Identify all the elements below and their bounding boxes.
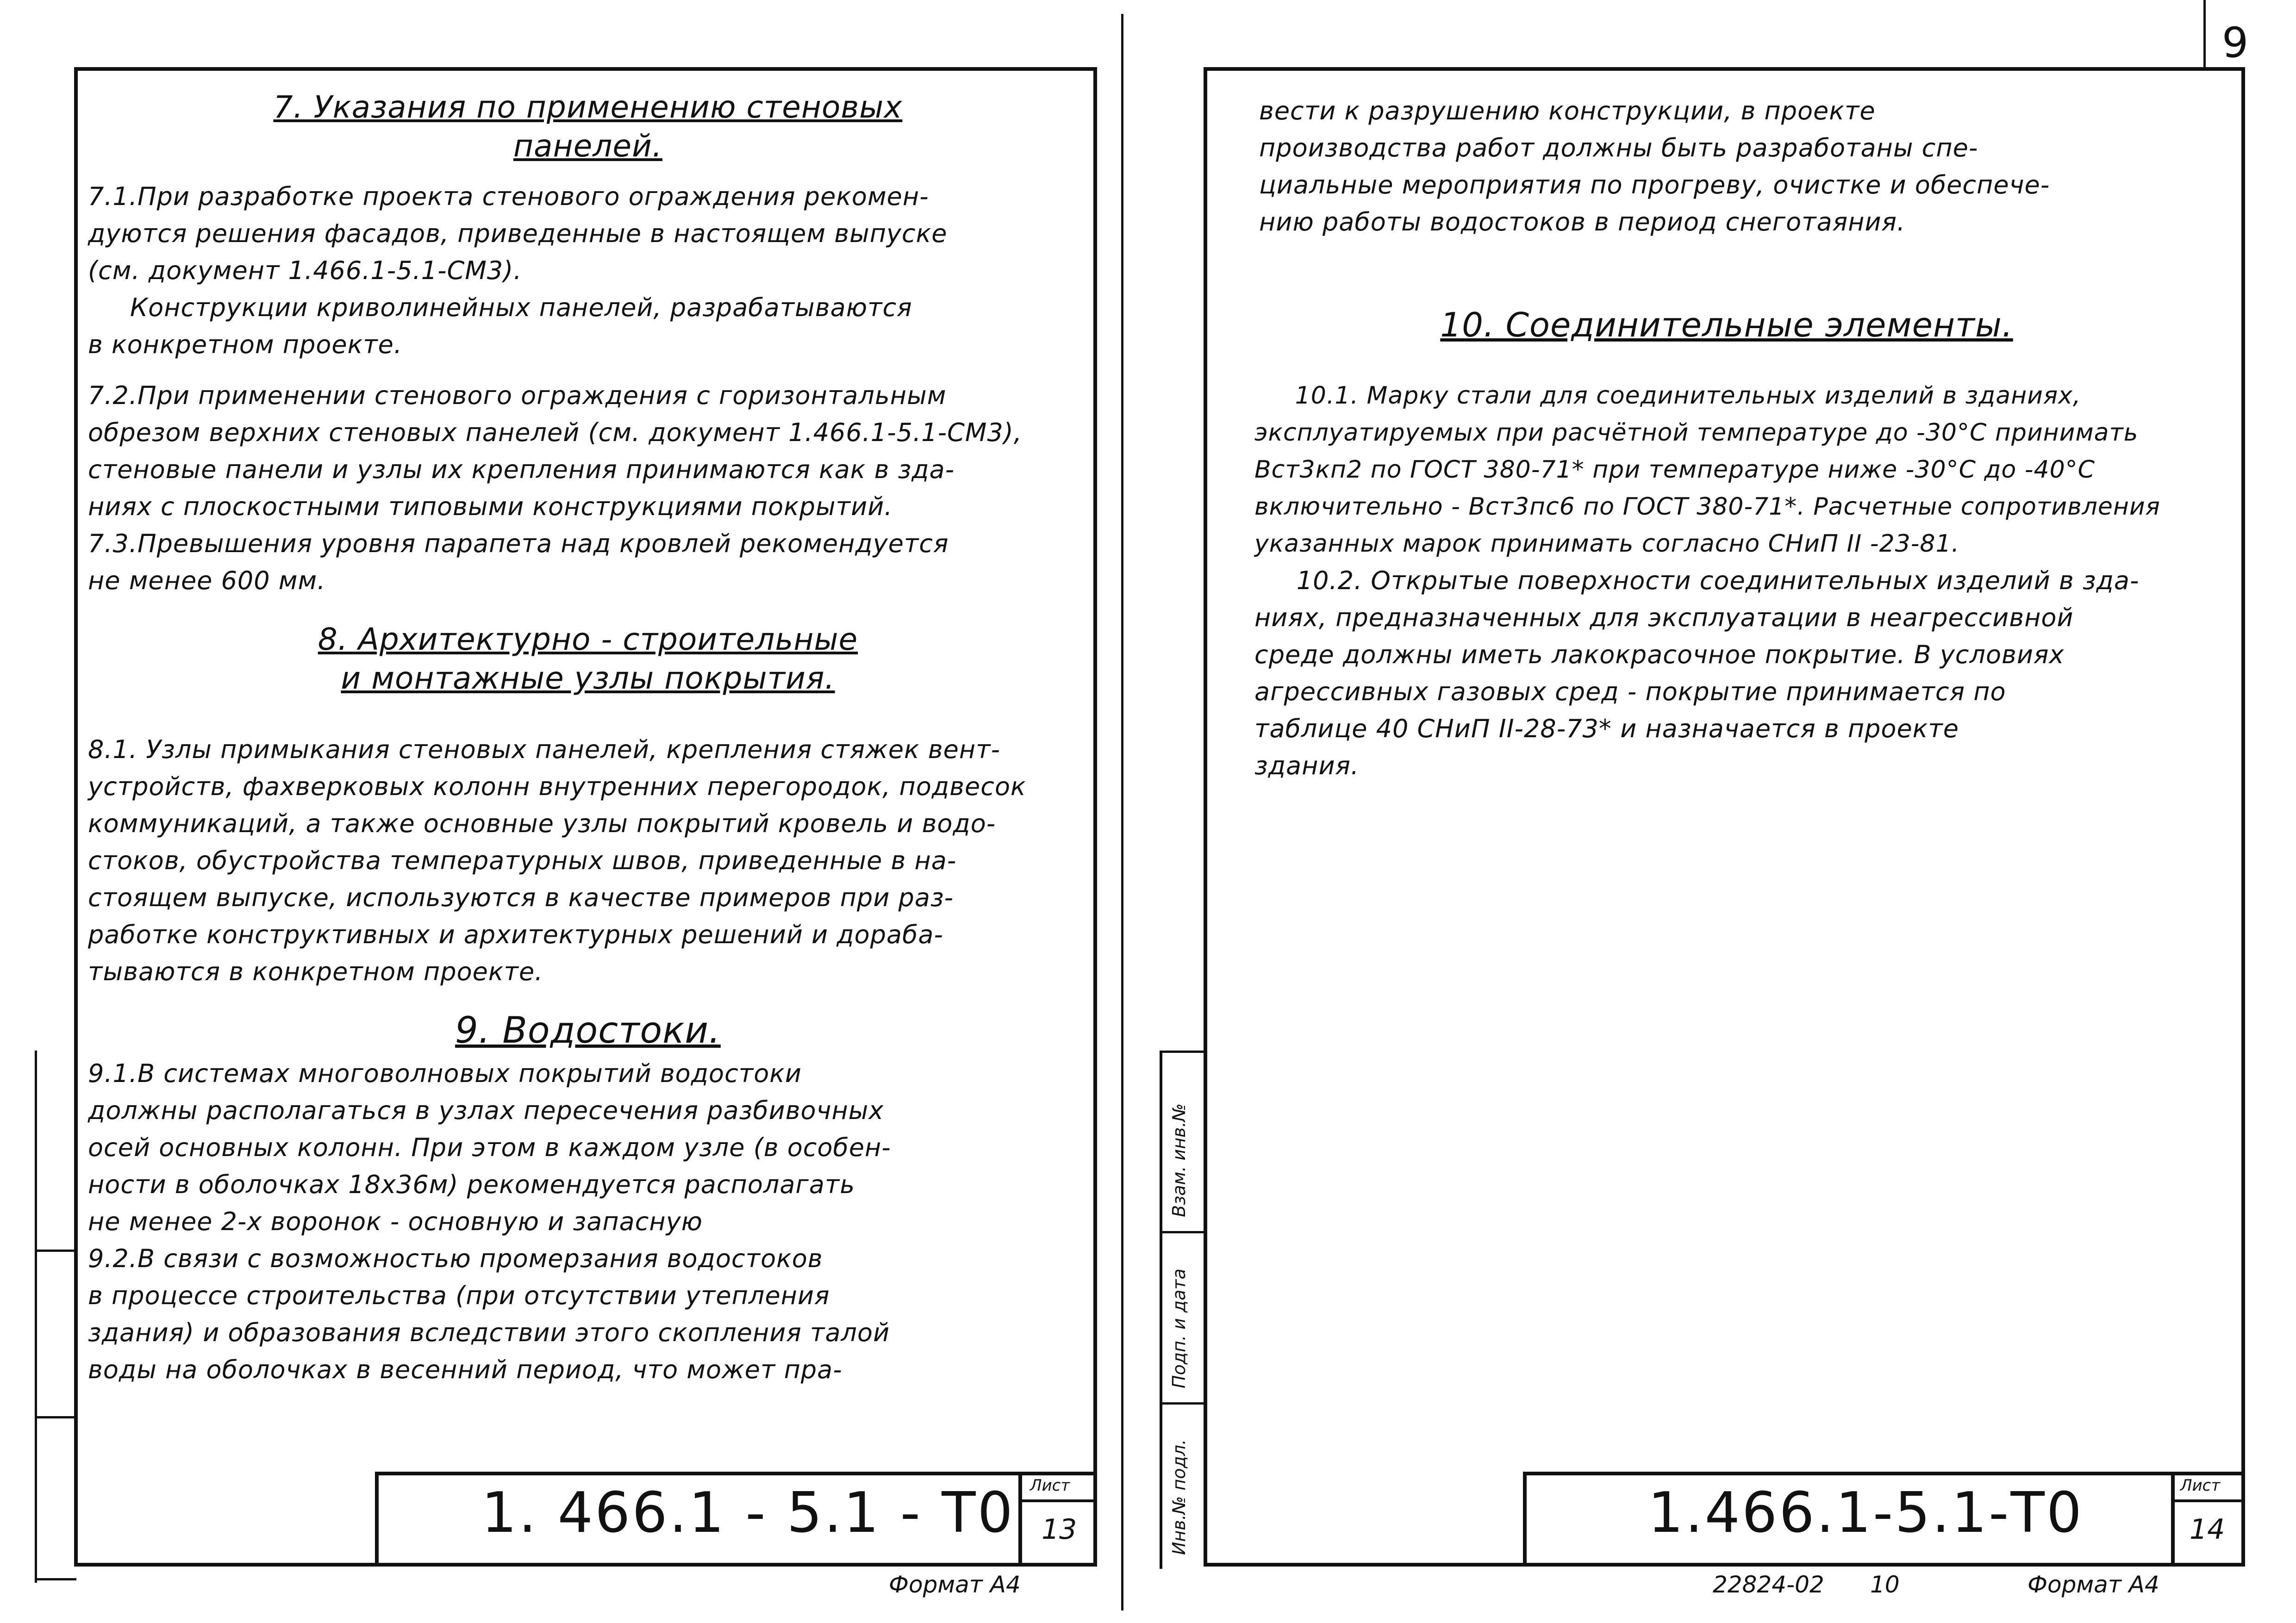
section8-heading <box>93 620 1083 698</box>
para-7-3: 7.3.Превышения уровня парапета над кровлей рекомендуется не менее 600 мм. <box>88 529 949 595</box>
left-sheet-label: Лист <box>1030 1476 1070 1495</box>
side-stamp-border <box>1160 1051 1162 1569</box>
right-page-frame <box>1204 67 2245 1567</box>
section8-heading-line1: 8. Архитектурно - строительные <box>318 622 858 657</box>
section10-heading: 10. Соединительные элементы. <box>1440 305 2013 344</box>
left-sheet-number: 13 <box>1042 1513 1077 1546</box>
right-stamp-divider <box>2171 1472 2175 1567</box>
section9-heading: 9. Водостоки. <box>455 1010 721 1051</box>
side-stamp-sep-2 <box>1160 1402 1204 1405</box>
right-sheet-number: 14 <box>2190 1513 2225 1546</box>
left-binding-line-3 <box>35 1250 76 1252</box>
section8-heading-line2: и монтажные узлы покрытия. <box>341 660 835 696</box>
left-binding-line-2 <box>35 1578 76 1580</box>
para-9-1: 9.1.В системах многоволновых покрытий водостоки должны располагаться в узлах пересечения разбивочных осей основных колонн. При этом в каждом узле (в особен- ности в оболочках 18х36м) рекомендуется располагать не менее 2-х воронок - основную и запасную <box>88 1059 891 1236</box>
side-stamp-sign-date: Подп. и дата <box>1169 1269 1189 1388</box>
para-8-1: 8.1. Узлы примыкания стеновых панелей, крепления стяжек вент- устройств, фахверковых колонн внутренних перегородок, подвесок коммуникаций, а также основные узлы покрытий кровель и водо- стоков, обустройства температурных швов, приведенные в на- стоящем выпуске, используются в качестве примеров при раз- работке конструктивных и архитектурных решений и дораба- тываются в конкретном проекте. <box>88 735 1026 986</box>
right-sheet-label: Лист <box>2180 1476 2221 1495</box>
left-stamp-divider <box>1018 1472 1022 1567</box>
para-7-1: 7.1.При разработке проекта стенового ограждения рекомен- дуются решения фасадов, приведенные в настоящем выпуске (см. документ 1.466.1-5.1-СМ3). Конструкции криволинейных панелей, разрабатываются в конкретном проекте. <box>88 182 948 359</box>
right-footer-archive-number: 22824-02 <box>1713 1571 1824 1598</box>
side-stamp-inv-number: Инв.№ подл. <box>1169 1439 1189 1555</box>
top-corner-line <box>2203 0 2206 69</box>
section7-heading <box>93 88 1083 166</box>
para-10-2: 10.2. Открытые поверхности соединительных изделий в зда- ниях, предназначенных для эксплуатации в неагрессивной среде должны иметь лакокрасочное покрытие. В условиях агрессивных газовых сред - покрытие принимается по таблице 40 СНиП II-28-73* и назначается в проекте здания. <box>1254 566 2140 780</box>
side-stamp-sep-3 <box>1160 1051 1204 1053</box>
left-document-code: 1. 466.1 - 5.1 - Т0 <box>481 1481 1015 1545</box>
para-7-2: 7.2.При применении стенового ограждения с горизонтальным обрезом верхних стеновых панелей (см. документ 1.466.1-5.1-СМ3), стеновые панели и узлы их крепления принимаются как в зда- ниях с плоскостными типовыми конструкциями покрытий. <box>88 381 1023 521</box>
section7-heading-line2: панелей. <box>513 128 662 164</box>
left-binding-line-4 <box>35 1416 76 1418</box>
para-9-2-continued: вести к разрушению конструкции, в проекте производства работ должны быть разработаны спе- циальные мероприятия по прогреву, очистке и обеспече- нию работы водостоков в период снеготаяния. <box>1259 96 2050 236</box>
sheet-number-top: 9 <box>2222 19 2249 67</box>
side-stamp-replace-inv: Взам. инв.№ <box>1169 1103 1189 1217</box>
left-binding-line-1 <box>35 1051 37 1583</box>
right-document-code: 1.466.1-5.1-Т0 <box>1648 1481 2084 1545</box>
right-format-label: Формат А4 <box>2028 1571 2159 1598</box>
right-stamp-hdivider <box>2171 1499 2245 1502</box>
right-footer-mid-number: 10 <box>1870 1571 1900 1598</box>
page-divider <box>1121 14 1123 1611</box>
para-10-1: 10.1. Марку стали для соединительных изделий в зданиях, эксплуатируемых при расчётной температуре до -30°С принимать Вст3кп2 по ГОСТ 380-71* при температуре ниже -30°С до -40°С включительно - Вст3пс6 по ГОСТ 380-71*. Расчетные сопротивления указанных марок принимать согласно СНиП II -23-81. <box>1254 382 2160 558</box>
side-stamp-sep-1 <box>1160 1231 1204 1233</box>
para-9-2: 9.2.В связи с возможностью промерзания водостоков в процессе строительства (при отсутствии утепления здания) и образования вследствии этого скопления талой воды на оболочках в весенний период, что может пра- <box>88 1244 890 1384</box>
section7-heading-line1: 7. Указания по применению стеновых <box>273 89 903 125</box>
left-stamp-hdivider <box>1018 1499 1097 1502</box>
left-format-label: Формат А4 <box>889 1571 1021 1598</box>
